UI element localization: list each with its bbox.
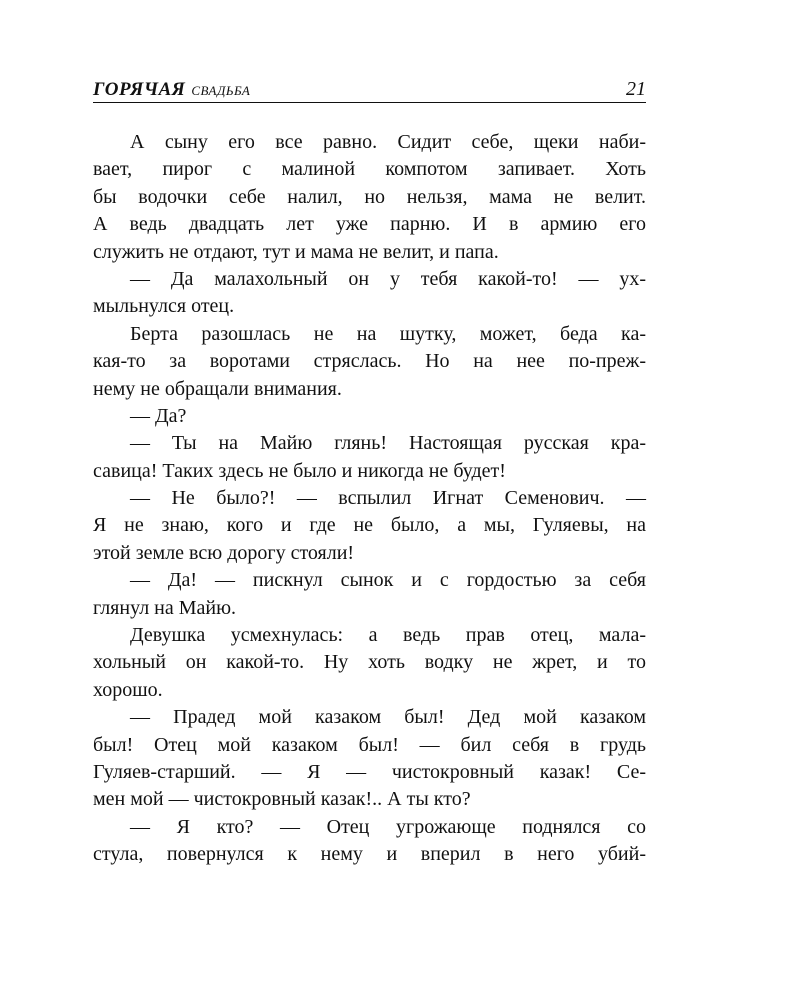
book-title-rest-part: свадьба (191, 79, 251, 100)
text-line: стула, повернулся к нему и вперил в него убий- (93, 843, 646, 866)
text-line: мыльнулся отец. (93, 295, 235, 318)
text-line: вает, пирог с малиной компотом запивает. Хоть (93, 158, 646, 181)
text-line: А сыну его все равно. Сидит себе, щеки наби- (130, 131, 646, 153)
text-line: — Ты на Майю глянь! Настоящая русская кра- (130, 432, 646, 455)
text-line: бы водочки себе налил, но нельзя, мама не велит. (93, 185, 646, 208)
text-line: нему не обращали внимания. (93, 377, 342, 400)
text-line: Я не знаю, кого и где не было, а мы, Гуляевы, на (93, 514, 646, 537)
text-line: А ведь двадцать лет уже парню. И в армию его (93, 213, 646, 236)
text-line: — Да? (130, 404, 187, 427)
text-line: — Прадед мой казаком был! Дед мой казаком (130, 706, 646, 729)
book-title (93, 79, 250, 101)
text-line: — Я кто? — Отец угрожающе поднялся со (130, 815, 646, 838)
text-line: Гуляев-старший. — Я — чистокровный казак! Се- (93, 760, 646, 783)
text-line: Берта разошлась не на шутку, может, беда ка- (130, 322, 646, 345)
text-line: мен мой — чистокровный казак!.. А ты кто? (93, 788, 471, 811)
text-line: был! Отец мой казаком был! — бил себя в грудь (93, 733, 646, 756)
text-line: — Да малахольный он у тебя какой-то! — ух- (130, 267, 646, 290)
body-text (93, 129, 646, 869)
book-page (93, 78, 646, 869)
text-line: служить не отдают, тут и мама не велит, и папа. (93, 240, 499, 263)
text-line: кая-то за воротами стряслась. Но на нее по-преж- (93, 350, 646, 373)
running-header (93, 78, 646, 103)
text-line: — Да! — пискнул сынок и с гордостью за себя (130, 569, 646, 592)
text-line: савица! Таких здесь не было и никогда не будет! (93, 459, 506, 482)
text-line: этой земле всю дорогу стояли! (93, 541, 355, 564)
text-line: хорошо. (93, 678, 163, 701)
text-line: хольный он какой-то. Ну хоть водку не жрет, и то (93, 651, 646, 674)
book-title-bold-part: ГОРЯЧАЯ (93, 79, 186, 100)
text-line: глянул на Майю. (93, 596, 237, 619)
text-line: Девушка усмехнулась: а ведь прав отец, мала- (130, 624, 646, 647)
page-number: 21 (626, 78, 646, 100)
text-line: — Не было?! — вспылил Игнат Семенович. — (130, 487, 646, 510)
